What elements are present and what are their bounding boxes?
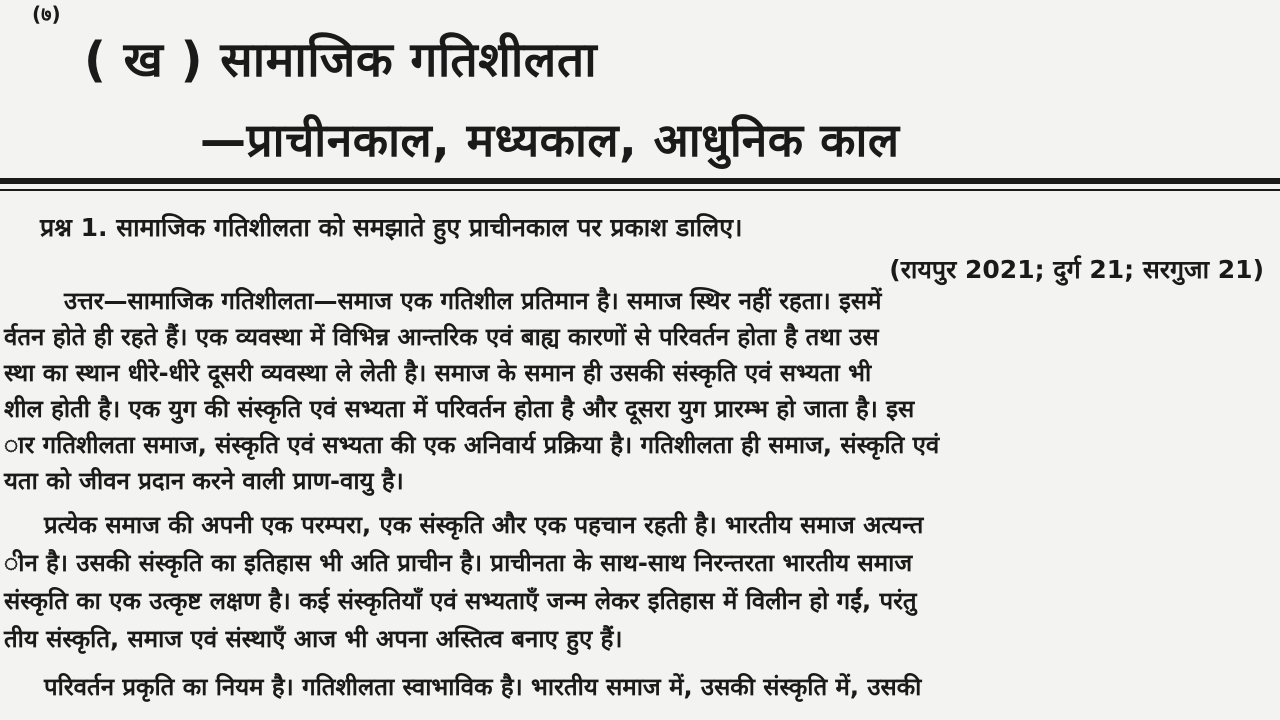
answer-line: तीय संस्कृति, समाज एवं संस्थाएँ आज भी अपना अस्तित्व बनाए हुए हैं।: [4, 625, 623, 653]
section-subtitle: —प्राचीनकाल, मध्यकाल, आधुनिक काल: [200, 113, 900, 167]
question-text: प्रश्न 1. सामाजिक गतिशीलता को समझाते हुए प्राचीनकाल पर प्रकाश डालिए।: [40, 213, 743, 242]
answer-line: उत्तर—सामाजिक गतिशीलता—समाज एक गतिशील प्रतिमान है। समाज स्थिर नहीं रहता। इसमें: [64, 287, 882, 315]
header-rule-thin: [0, 189, 1280, 191]
question-source: (रायपुर 2021; दुर्ग 21; सरगुजा 21): [889, 255, 1264, 284]
header-rule-thick: [0, 178, 1280, 184]
answer-line: ार गतिशीलता समाज, संस्कृति एवं सभ्यता की एक अनिवार्य प्रक्रिया है। गतिशीलता ही समाज, संस्कृति एवं: [4, 431, 940, 459]
answer-line: शील होती है। एक युग की संस्कृति एवं सभ्यता में परिवर्तन होता है और दूसरा युग प्रारम्भ हो जाता है। इस: [4, 395, 915, 423]
answer-line: स्था का स्थान धीरे-धीरे दूसरी व्यवस्था ले लेती है। समाज के समान ही उसकी संस्कृति एवं सभ्यता भी: [4, 359, 872, 387]
answer-line: ीन है। उसकी संस्कृति का इतिहास भी अति प्राचीन है। प्राचीनता के साथ-साथ निरन्तरता भारतीय समाज: [4, 549, 913, 577]
answer-line: संस्कृति का एक उत्कृष्ट लक्षण है। कई संस्कृतियाँ एवं सभ्यताएँ जन्म लेकर इतिहास में विलीन हो गईं, परंतु: [4, 587, 917, 615]
answer-line: परिवर्तन प्रकृति का नियम है। गतिशीलता स्वाभाविक है। भारतीय समाज में, उसकी संस्कृति में, उसकी: [44, 673, 922, 701]
answer-line: यता को जीवन प्रदान करने वाली प्राण-वायु है।: [4, 467, 404, 495]
answer-line: र्वतन होते ही रहते हैं। एक व्यवस्था में विभिन्न आन्तरिक एवं बाह्य कारणों से परिवर्तन होता है तथा उस: [4, 323, 879, 351]
corner-mark: (७): [32, 2, 61, 26]
answer-line: प्रत्येक समाज की अपनी एक परम्परा, एक संस्कृति और एक पहचान रहती है। भारतीय समाज अत्यन्त: [44, 511, 924, 539]
section-title: ( ख ) सामाजिक गतिशीलता: [84, 32, 598, 88]
